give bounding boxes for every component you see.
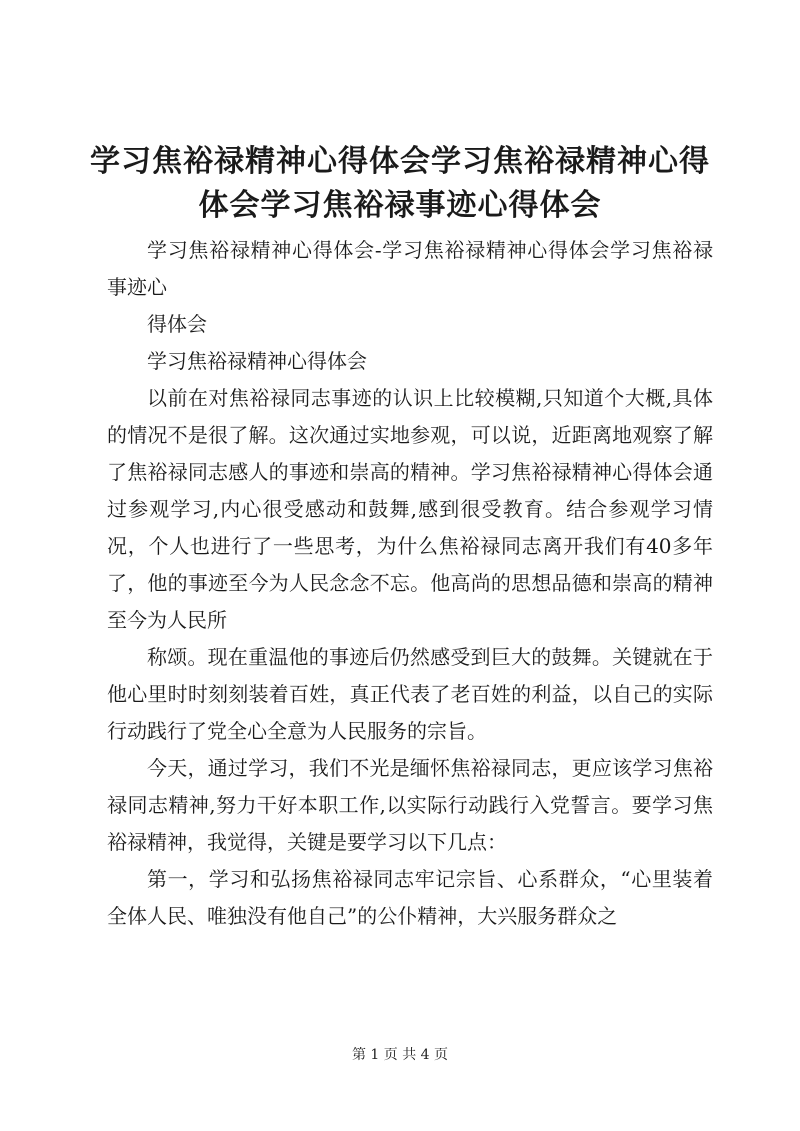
paragraph: 第一，学习和弘扬焦裕禄同志牢记宗旨、心系群众，“心里装着全体人民、唯独没有他自己”的公仆精神，大兴服务群众之 [107, 867, 713, 928]
paragraph: 学习焦裕禄精神心得体会 [147, 349, 367, 373]
paragraph: 得体会 [147, 312, 207, 336]
paragraph: 学习焦裕禄精神心得体会-学习焦裕禄精神心得体会学习焦裕禄事迹心 [107, 238, 713, 299]
paragraph: 称颂。现在重温他的事迹后仍然感受到巨大的鼓舞。关键就在于他心里时时刻刻装着百姓，真正代表了老百姓的利益，以自己的实际行动践行了党全心全意为人民服务的宗旨。 [107, 645, 713, 743]
paragraph: 今天，通过学习，我们不光是缅怀焦裕禄同志，更应该学习焦裕禄同志精神,努力干好本职工作,以实际行动践行入党誓言。要学习焦裕禄精神，我觉得，关键是要学习以下几点： [107, 756, 713, 854]
document-body [107, 232, 713, 935]
page-footer: 第 1 页 共 4 页 [351, 1047, 449, 1063]
paragraph: 以前在对焦裕禄同志事迹的认识上比较模糊,只知道个大概,具体的情况不是很了解。这次通过实地参观，可以说，近距离地观察了解了焦裕禄同志感人的事迹和崇高的精神。学习焦裕禄精神心得体会通过参观学习,内心很受感动和鼓舞,感到很受教育。结合参观学习情况，个人也进行了一些思考，为什么焦裕禄同志离开我们有40多年了，他的事迹至今为人民念念不忘。他高尚的思想品德和崇高的精神至今为人民所 [107, 386, 713, 632]
document-title: 学习焦裕禄精神心得体会学习焦裕禄精神心得体会学习焦裕禄事迹心得体会 [90, 144, 710, 223]
